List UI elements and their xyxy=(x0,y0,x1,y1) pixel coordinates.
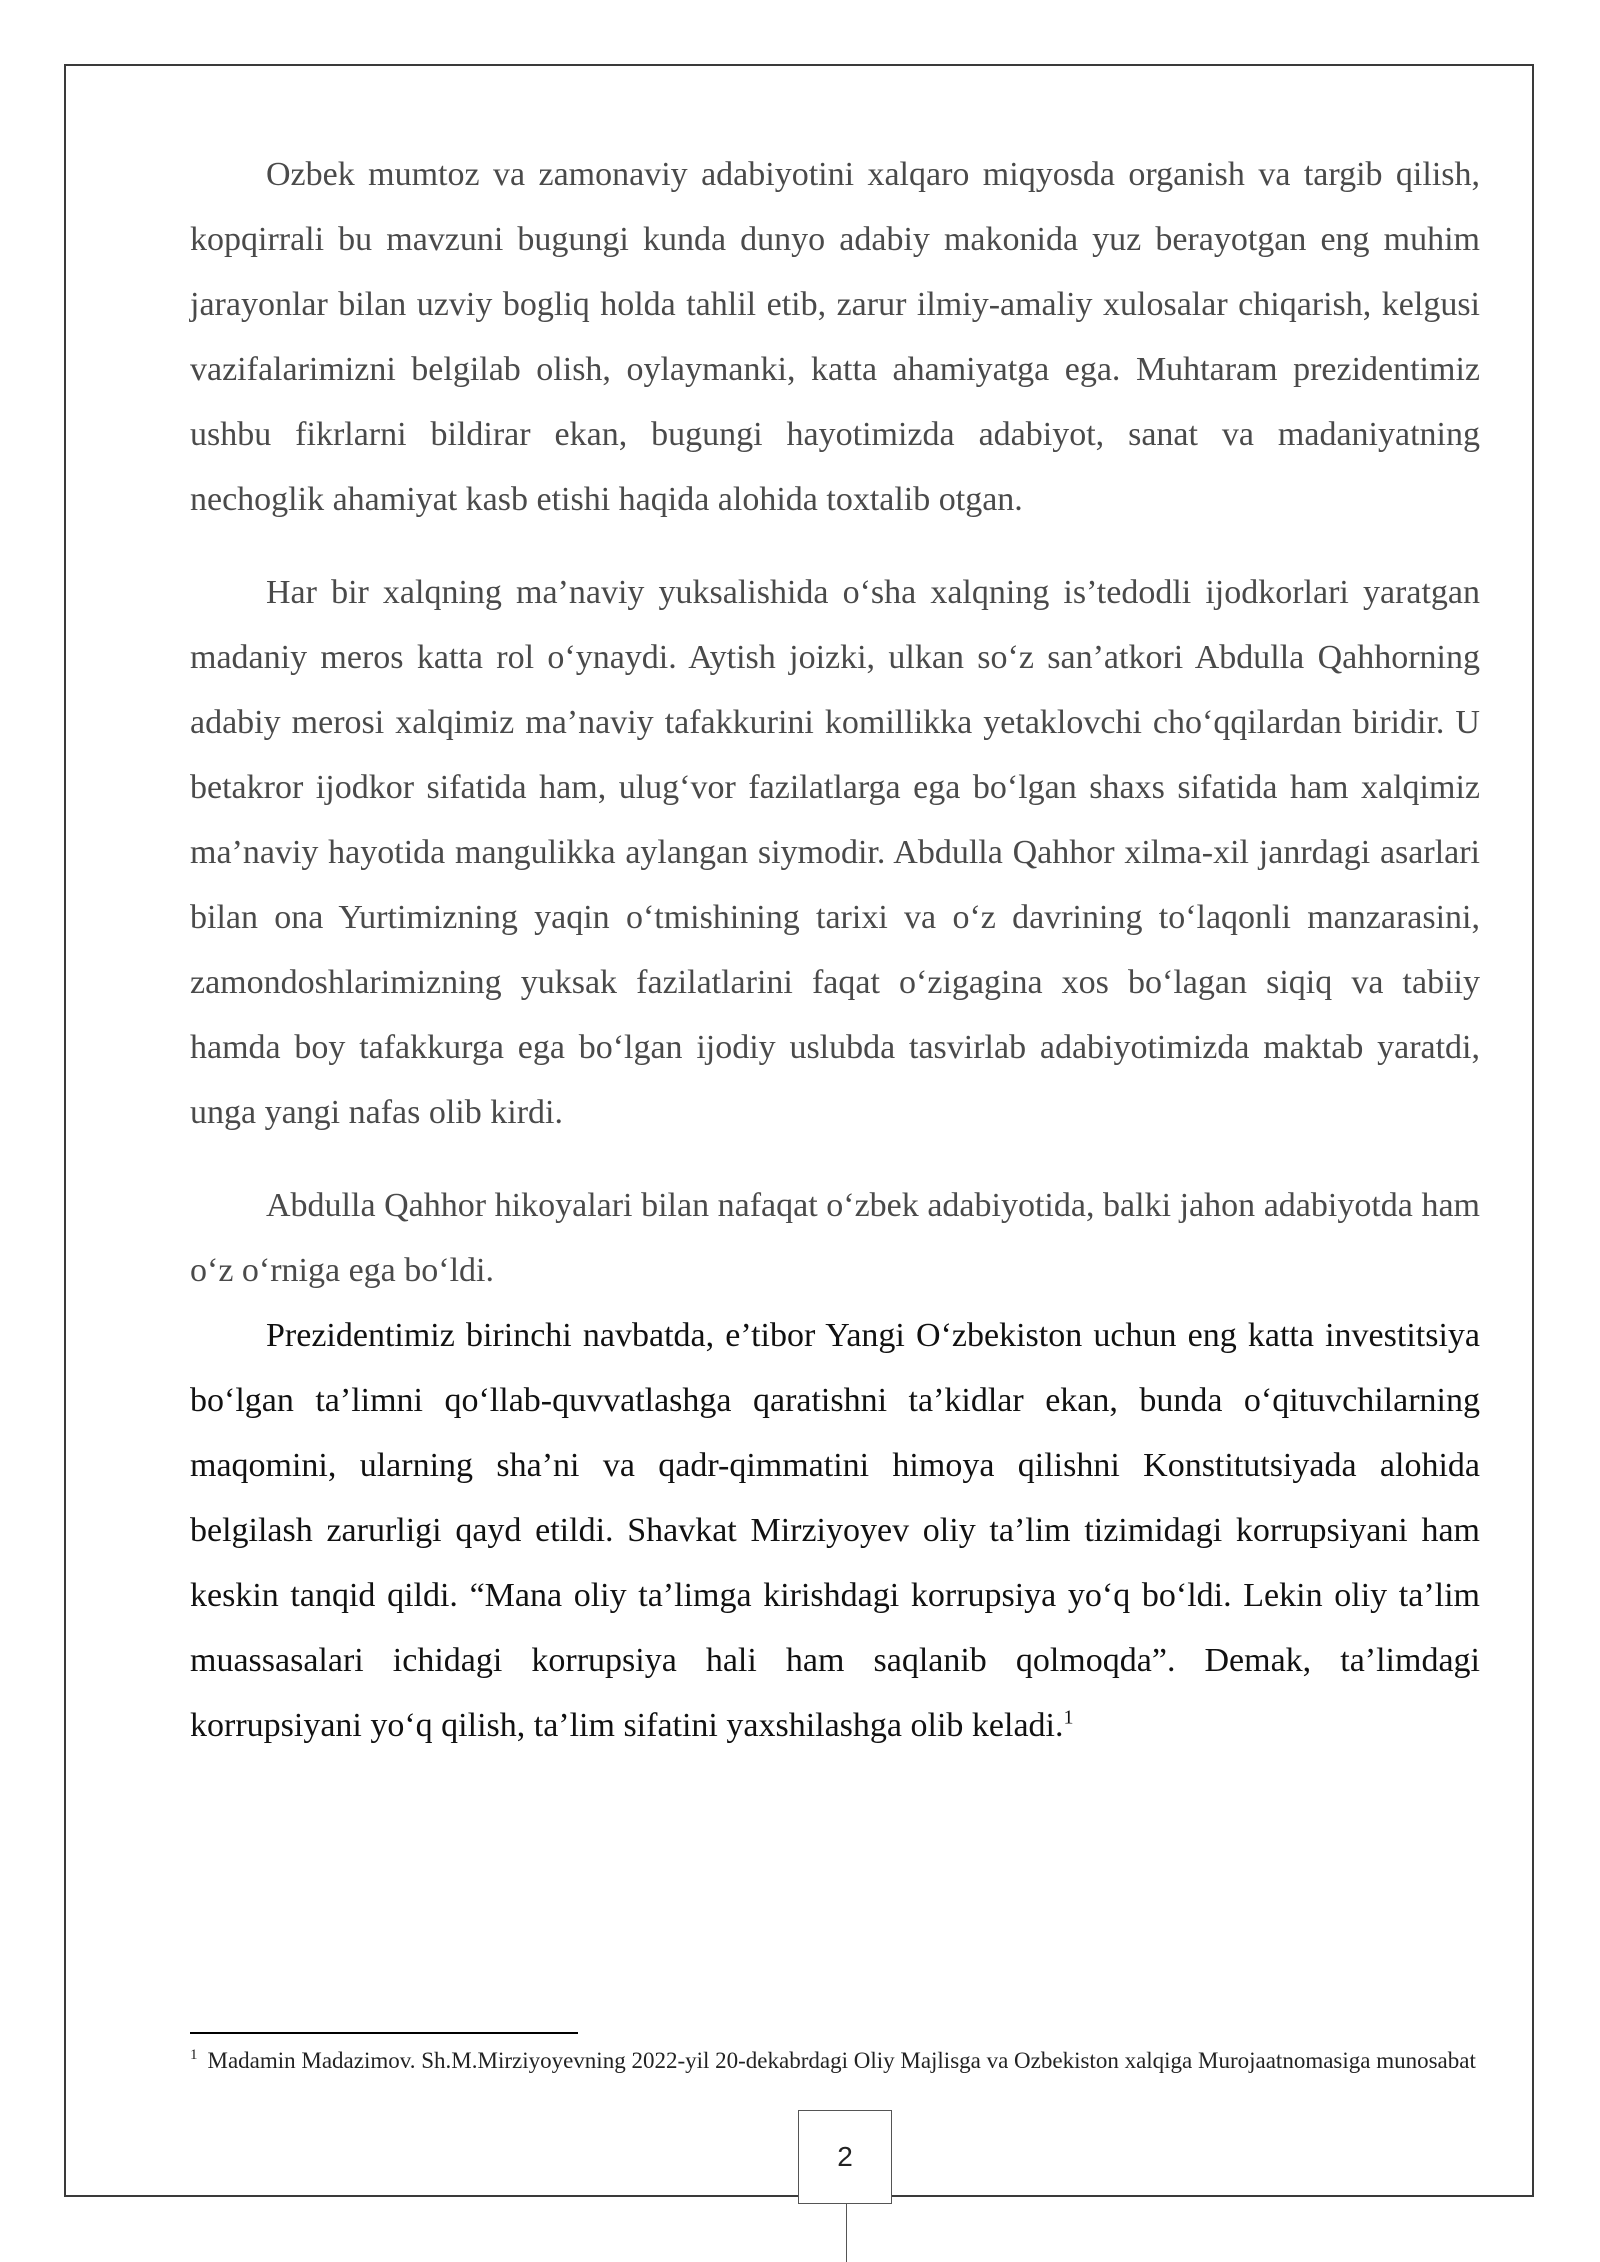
document-body xyxy=(190,142,1480,1758)
paragraph-1: Ozbek mumtoz va zamonaviy adabiyotini xalqaro miqyosda organish va targib qilish, kopqirrali bu mavzuni bugungi kunda dunyo adabiy makonida yuz berayotgan eng muhim jarayonlar bilan uzviy bogliq holda tahlil etib, zarur ilmiy-amaliy xulosalar chiqarish, kelgusi vazifalarimizni belgilab olish, oylaymanki, katta ahamiyatga ega. Muhtaram prezidentimiz ushbu fikrlarni bildirar ekan, bugungi hayotimizda adabiyot, sanat va madaniyatning nechoglik ahamiyat kasb etishi haqida alohida toxtalib otgan. xyxy=(190,156,1480,518)
footnote-marker: 1 xyxy=(190,2047,198,2064)
page-number-box xyxy=(798,2110,892,2204)
page-number: 2 xyxy=(837,2141,853,2172)
paragraph-2: Har bir xalqning ma’naviy yuksalishida o‘sha xalqning is’tedodli ijodkorlari yaratgan madaniy meros katta rol o‘ynaydi. Aytish joizki, ulkan so‘z san’atkori Abdulla Qahhorning adabiy merosi xalqimiz ma’naviy tafakkurini komillikka yetaklovchi cho‘qqilardan biridir. U betakror ijodkor sifatida ham, ulug‘vor fazilatlarga ega bo‘lgan shaxs sifatida ham xalqimiz ma’naviy hayotida mangulikka aylangan siymodir. Abdulla Qahhor xilma-xil janrdagi asarlari bilan ona Yurtimizning yaqin o‘tmishining tarixi va o‘z davrining to‘laqonli manzarasini, zamondoshlarimizning yuksak fazilatlarini faqat o‘zigagina xos bo‘lagan siqiq va tabiiy hamda boy tafakkurga ega bo‘lgan ijodiy uslubda tasvirlab adabiyotimizda maktab yaratdi, unga yangi nafas olib kirdi. xyxy=(190,574,1480,1131)
footnote-separator xyxy=(190,2032,578,2034)
paragraph-3: Abdulla Qahhor hikoyalari bilan nafaqat o‘zbek adabiyotida, balki jahon adabiyotda ham o‘z o‘rniga ega bo‘ldi. xyxy=(190,1187,1480,1289)
paragraph-4 xyxy=(190,1303,1480,1758)
paragraph-4-text: Prezidentimiz birinchi navbatda, e’tibor Yangi O‘zbekiston uchun eng katta investitsiya bo‘lgan ta’limni qo‘llab-quvvatlashga qaratishni ta’kidlar ekan, bunda o‘qituvchilarning maqomini, ularning sha’ni va qadr-qimmatini himoya qilishni Konstitutsiyada alohida belgilash zarurligi qayd etildi. Shavkat Mirziyoyev oliy ta’lim tizimidagi korrupsiyani ham keskin tanqid qildi. “Mana oliy ta’limga kirishdagi korrupsiya yo‘q bo‘ldi. Lekin oliy ta’lim muassasalari ichidagi korrupsiya hali ham saqlanib qolmoqda”. Demak, ta’limdagi korrupsiyani yo‘q qilish, ta’lim sifatini yaxshilashga olib keladi. xyxy=(190,1317,1480,1744)
footnote xyxy=(190,2046,1480,2076)
footnote-reference[interactable]: 1 xyxy=(1063,1706,1074,1729)
footnote-text: Madamin Madazimov. Sh.M.Mirziyoyevning 2022-yil 20-dekabrdagi Oliy Majlisga va Ozbekiston xalqiga Murojaatnomasiga munosabat xyxy=(207,2048,1476,2073)
page-number-connector xyxy=(846,2204,847,2262)
